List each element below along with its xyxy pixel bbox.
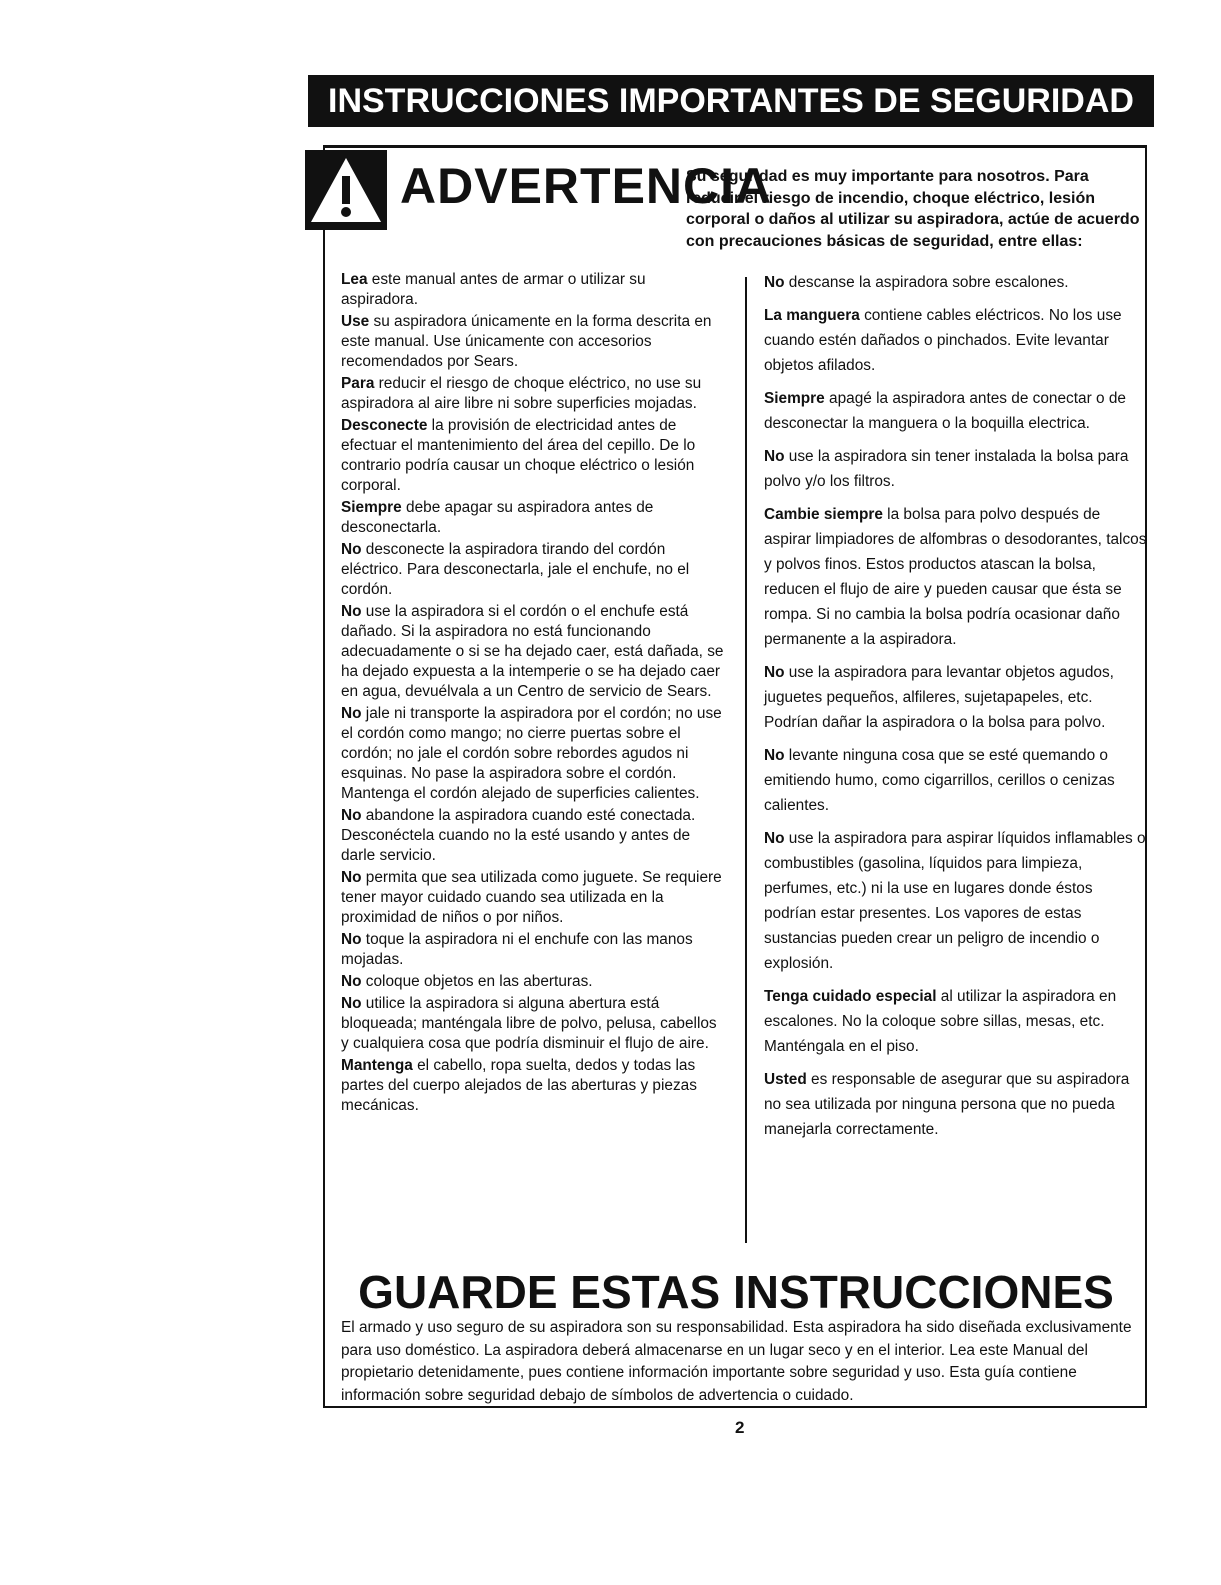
left-column: [341, 270, 724, 1118]
safety-item-text: el cabello, ropa suelta, dedos y todas las partes del cuerpo alejados de las aberturas y piezas mecánicas.: [341, 1057, 697, 1114]
safety-item-keyword: No: [764, 747, 785, 764]
safety-item: [341, 602, 724, 702]
safety-item: [341, 498, 724, 538]
safety-item: [341, 806, 724, 866]
safety-item: [764, 270, 1147, 295]
safety-item-text: reducir el riesgo de choque eléctrico, no use su aspiradora al aire libre ni sobre superficies mojadas.: [341, 375, 702, 412]
safety-item: [341, 972, 724, 992]
safety-item-keyword: No: [341, 603, 362, 620]
safety-item-text: use la aspiradora para levantar objetos agudos, juguetes pequeños, alfileres, sujetapapeles, etc. Podrían dañar la aspiradora o la bolsa para polvo.: [764, 664, 1114, 731]
safety-item-keyword: No: [341, 807, 362, 824]
safety-item-keyword: No: [764, 274, 785, 291]
safety-item-keyword: No: [764, 448, 785, 465]
safety-item-text: descanse la aspiradora sobre escalones.: [784, 274, 1069, 291]
safety-item-text: utilice la aspiradora si alguna abertura está bloqueada; manténgala libre de polvo, pelusa, cabellos y cualquiera cosa que podría disminuir el flujo de aire.: [341, 995, 717, 1052]
safety-item-text: desconecte la aspiradora tirando del cordón eléctrico. Para desconectarla, jale el enchufe, no el cordón.: [341, 541, 690, 598]
safety-item-keyword: Siempre: [341, 499, 402, 516]
safety-item: [764, 826, 1147, 976]
warning-triangle-icon: [307, 152, 385, 228]
safety-item-keyword: Mantenga: [341, 1057, 413, 1074]
safety-item: [341, 312, 724, 372]
safety-item: [764, 386, 1147, 436]
safety-item-keyword: No: [764, 830, 785, 847]
safety-item-text: este manual antes de armar o utilizar su aspiradora.: [341, 271, 646, 308]
safety-item-text: use la aspiradora si el cordón o el enchufe está dañado. Si la aspiradora no está funcionando adecuadamente o si se ha dejado caer, está dañada, se ha dejado expuesta a la intemperie o se ha dejado caer en agua, devuélvala a un Centro de servicio de Sears.: [341, 603, 724, 700]
safety-item: [341, 930, 724, 970]
safety-item: [341, 1056, 724, 1116]
safety-item-text: use la aspiradora para aspirar líquidos inflamables o combustibles (gasolina, líquidos para limpieza, perfumes, etc.) ni la use en lugares donde éstos podrían estar presentes. Los vapores de estas sustancias pueden crear un peligro de incendio o explosión.: [764, 830, 1146, 972]
safety-item-text: jale ni transporte la aspiradora por el cordón; no use el cordón como mango; no cierre puertas sobre el cordón; no jale el cordón sobre rebordes agudos ni esquinas. No pase la aspiradora sobre el cordón. Mantenga el cordón alejado de superficies calientes.: [341, 705, 722, 802]
safety-item: [341, 994, 724, 1054]
safety-item: [764, 660, 1147, 735]
safety-item: [764, 743, 1147, 818]
safety-banner: INSTRUCCIONES IMPORTANTES DE SEGURIDAD: [308, 75, 1154, 127]
safety-item-text: es responsable de asegurar que su aspiradora no sea utilizada por ninguna persona que no pueda manejarla correctamente.: [764, 1071, 1130, 1138]
safety-item: [341, 416, 724, 496]
safety-item: [764, 303, 1147, 378]
safety-item-keyword: Usted: [764, 1071, 807, 1088]
safety-item-text: abandone la aspiradora cuando esté conectada. Desconéctela cuando no la esté usando y antes de darle servicio.: [341, 807, 696, 864]
page-number: 2: [735, 1418, 745, 1437]
safety-item-keyword: Desconecte: [341, 417, 428, 434]
right-column: [764, 270, 1147, 1150]
safety-item-text: la bolsa para polvo después de aspirar limpiadores de alfombras o desodorantes, talcos y polvos finos. Estos productos atascan la bolsa, reducen el flujo de aire y pueden causar que ésta se rompa. Si no cambia la bolsa podría ocasionar daño permanente a la aspiradora.: [764, 506, 1147, 648]
safety-item-keyword: Lea: [341, 271, 368, 288]
warning-title: ADVERTENCIA: [400, 158, 773, 214]
safety-item-text: levante ninguna cosa que se esté quemando o emitiendo humo, como cigarrillos, cerillos o cenizas calientes.: [764, 747, 1115, 814]
safety-item: [764, 1067, 1147, 1142]
safety-item-keyword: Siempre: [764, 390, 825, 407]
safety-item: [341, 374, 724, 414]
safety-item-text: al utilizar la aspiradora en escalones. No la coloque sobre sillas, mesas, etc. Manténgala en el piso.: [764, 988, 1117, 1055]
safety-item-keyword: No: [341, 973, 362, 990]
safety-item-keyword: La manguera: [764, 307, 860, 324]
safety-item-keyword: No: [341, 995, 362, 1012]
warning-intro: Su seguridad es muy importante para nosotros. Para reducir el riesgo de incendio, choque eléctrico, lesión corporal o daños al utilizar su aspiradora, actúe de acuerdo con precauciones básicas de seguridad, entre ellas:: [686, 168, 1140, 250]
safety-item-keyword: No: [341, 869, 362, 886]
safety-item: [764, 984, 1147, 1059]
safety-item: [341, 540, 724, 600]
safety-item: [764, 444, 1147, 494]
safety-item-text: use la aspiradora sin tener instalada la bolsa para polvo y/o los filtros.: [764, 448, 1129, 490]
safety-item-keyword: No: [341, 705, 362, 722]
safety-item: [764, 502, 1147, 652]
safety-item: [341, 704, 724, 804]
safety-item: [341, 270, 724, 310]
safety-item-text: debe apagar su aspiradora antes de desconectarla.: [341, 499, 654, 536]
safety-item-keyword: Para: [341, 375, 375, 392]
safety-item-text: apagé la aspiradora antes de conectar o de desconectar la manguera o la boquilla electrica.: [764, 390, 1126, 432]
safety-item-keyword: Use: [341, 313, 370, 330]
safety-item-text: permita que sea utilizada como juguete. Se requiere tener mayor cuidado cuando sea utilizada en la proximidad de niños o por niños.: [341, 869, 722, 926]
safety-item-keyword: Cambie siempre: [764, 506, 883, 523]
closing-paragraph: El armado y uso seguro de su aspiradora son su responsabilidad. Esta aspiradora ha sido diseñada exclusivamente para uso doméstico. La aspiradora deberá almacenarse en un lugar seco y en el interior. Lea este Manual del propietario detenidamente, pues contiene información importante sobre seguridad y uso. Esta guía contiene información sobre seguridad debajo de símbolos de advertencia o cuidado.: [341, 1319, 1132, 1404]
safety-item-keyword: No: [341, 931, 362, 948]
safety-item-keyword: No: [764, 664, 785, 681]
safety-item-text: la provisión de electricidad antes de efectuar el mantenimiento del área del cepillo. De lo contrario podría causar un choque eléctrico o lesión corporal.: [341, 417, 696, 494]
safety-item-text: contiene cables eléctricos. No los use cuando estén dañados o pinchados. Evite levantar objetos afilados.: [764, 307, 1122, 374]
safety-item-keyword: Tenga cuidado especial: [764, 988, 937, 1005]
safety-item-text: toque la aspiradora ni el enchufe con las manos mojadas.: [341, 931, 693, 968]
safety-item-text: coloque objetos en las aberturas.: [361, 973, 593, 990]
safety-item-keyword: No: [341, 541, 362, 558]
column-divider: [745, 277, 747, 1243]
safety-item: [341, 868, 724, 928]
save-instructions-heading: GUARDE ESTAS INSTRUCCIONES: [358, 1266, 1114, 1318]
safety-item-text: su aspiradora únicamente en la forma descrita en este manual. Use únicamente con accesorios recomendados por Sears.: [341, 313, 712, 370]
